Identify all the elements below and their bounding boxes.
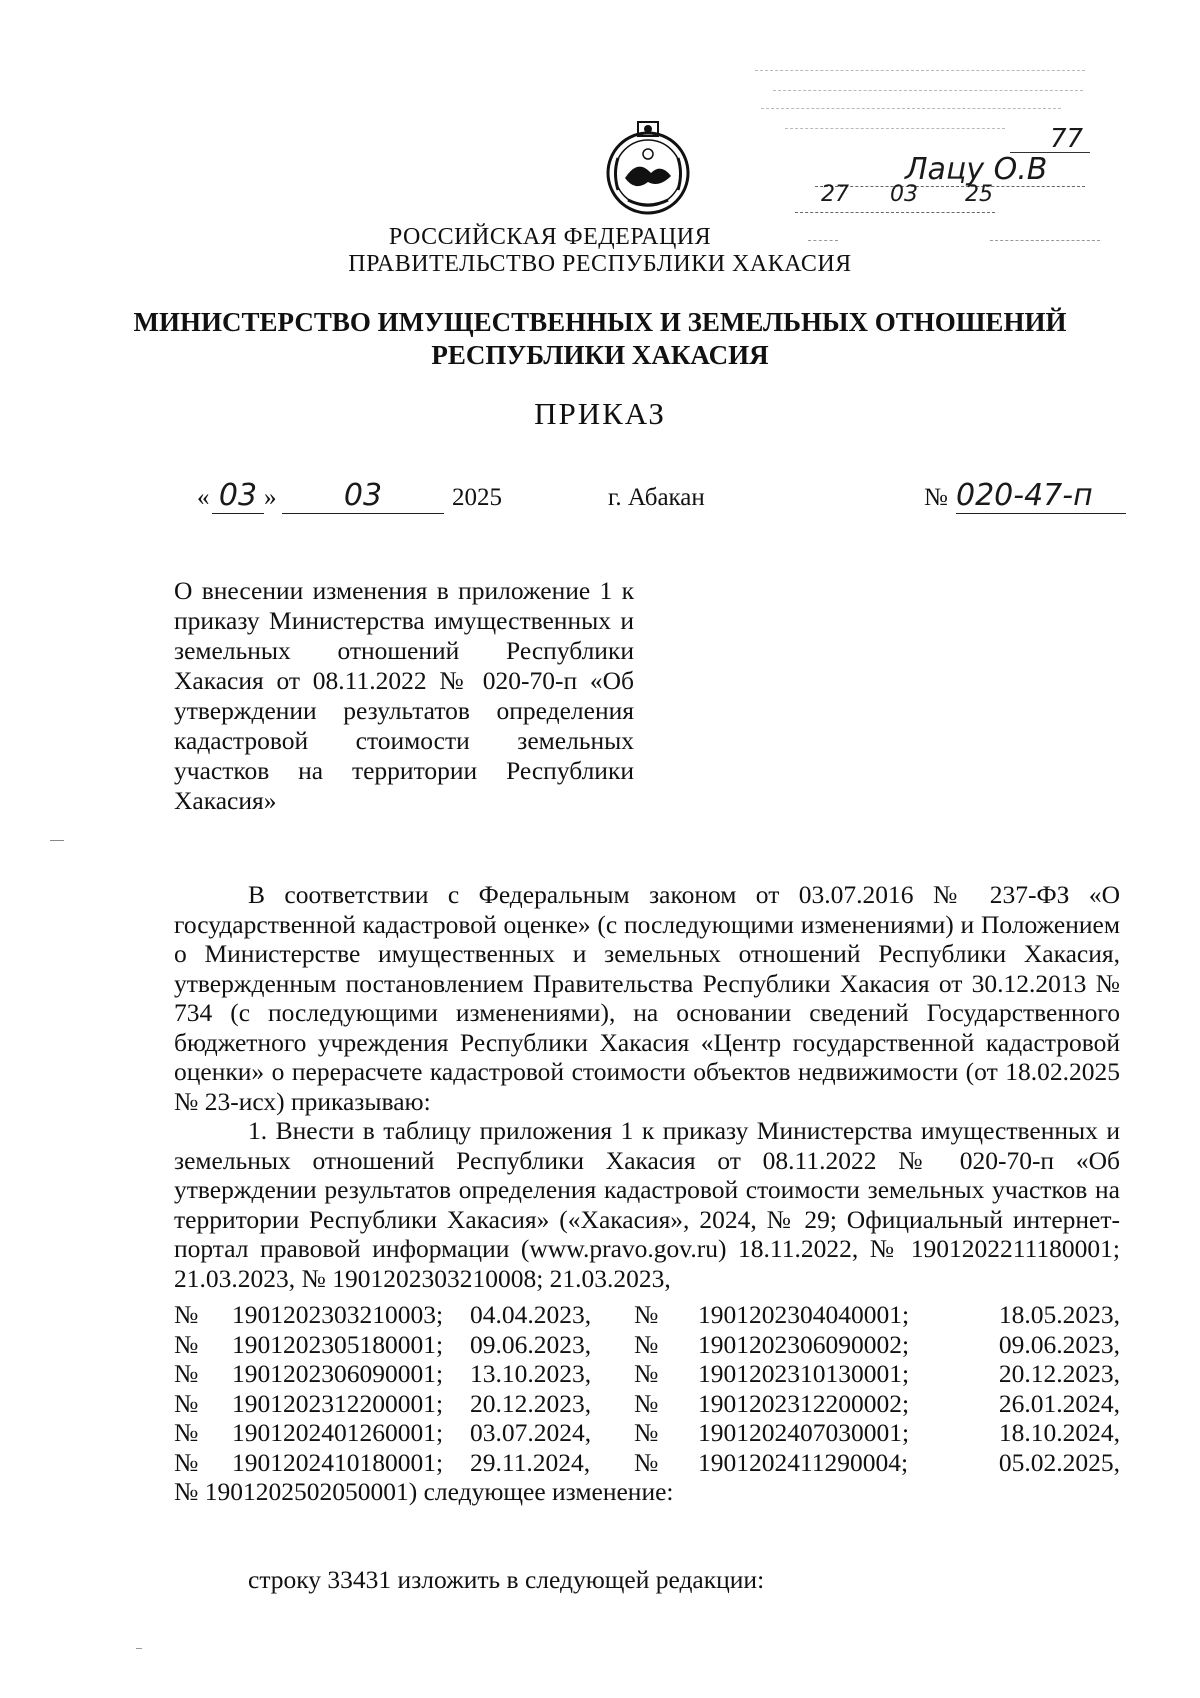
date-year: 2025: [452, 484, 502, 511]
registration-cell: 09.06.2023,: [470, 1329, 592, 1359]
header-russian-federation: РОССИЙСКАЯ ФЕДЕРАЦИЯ: [388, 224, 712, 250]
margin-mark: [50, 840, 64, 841]
registration-cell: №: [634, 1447, 659, 1477]
registration-cell: 04.04.2023,: [470, 1300, 592, 1329]
date-month-field: [282, 478, 444, 514]
stamp-date-underline: [795, 212, 995, 213]
registration-cell: 29.11.2024,: [470, 1447, 591, 1477]
registration-cell: №: [174, 1329, 199, 1359]
registration-row: [174, 1389, 1120, 1419]
document-type-title: ПРИКАЗ: [534, 396, 666, 431]
item-1-paragraph: 1. Внести в таблицу приложения 1 к приказу Министерства имущественных и земельных отношений Республики Хакасия от 08.11.2022 № 020-70-п «Об утверждении результатов определения кадастровой стоимости земельных участков на территории Республики Хакасия» («Хакасия», 2024, № 29; Официальный интернет-портал правовой информации (www.pravo.gov.ru) 18.11.2022, № 1901202211180001; 21.03.2023, № 1901202303210008; 21.03.2023,: [174, 1116, 1120, 1293]
registration-cell: 1901202411290004;: [698, 1447, 909, 1477]
order-number-field: [956, 478, 1126, 514]
stamp-date-month: 03: [890, 182, 918, 207]
date-day-field: [212, 478, 264, 514]
registration-cell: 05.02.2025,: [998, 1447, 1120, 1477]
stamp-date-day: 27: [821, 182, 849, 207]
registration-row: [174, 1330, 1120, 1360]
registration-cell: №: [174, 1300, 199, 1329]
registration-cell: №: [174, 1359, 199, 1388]
date-day: 03: [212, 478, 264, 514]
registration-cell: 13.10.2023,: [470, 1359, 592, 1388]
stamp-signature-underline: [815, 186, 1085, 187]
preamble-paragraph: В соответствии с Федеральным законом от 03.07.2016 № 237-ФЗ «О государственной кадастровой оценке» (с последующими изменениями) и Положением о Министерстве имущественных и земельных отношений Республики Хакасия, утвержденным постановлением Правительства Республики Хакасия от 30.12.2013 № 734 (с последующими изменениями), на основании сведений Государственного бюджетного учреждения Республики Хакасия «Центр государственной кадастровой оценки» о перерасчете кадастровой стоимости объектов недвижимости (от 18.02.2025 № 23-исх) приказываю:: [174, 880, 1120, 1116]
stamp-number: 77: [1050, 124, 1084, 154]
ministry-name-line1: МИНИСТЕРСТВО ИМУЩЕСТВЕННЫХ И ЗЕМЕЛЬНЫХ ОТНОШЕНИЙ: [133, 307, 1067, 337]
row-amendment-line: строку 33431 изложить в следующей редакции:: [248, 1565, 765, 1594]
order-number: 020-47-п: [956, 478, 1126, 514]
stamp-date-year: 25: [965, 182, 993, 207]
registration-cell: 20.12.2023,: [470, 1388, 592, 1418]
registration-cell: 1901202305180001;: [232, 1329, 444, 1359]
header-government: ПРАВИТЕЛЬСТВО РЕСПУБЛИКИ ХАКАСИЯ: [348, 251, 852, 277]
registration-cell: №: [174, 1447, 199, 1477]
registration-cell: 1901202306090001;: [232, 1359, 444, 1388]
registration-cell: 09.06.2023,: [998, 1329, 1120, 1359]
header-dashed-rule: [808, 240, 838, 241]
registration-cell: №: [634, 1388, 659, 1418]
registration-cell: №: [634, 1300, 659, 1329]
margin-mark-bottom: [136, 1648, 142, 1649]
registration-cell: 1901202303210003;: [232, 1300, 444, 1329]
header-dashed-rule-right: [990, 240, 1100, 241]
registration-list: [174, 1300, 1120, 1477]
registration-row: [174, 1300, 1120, 1330]
registration-cell: №: [634, 1329, 659, 1359]
order-subject: О внесении изменения в приложение 1 к приказу Министерства имущественных и земельных отношений Республики Хакасия от 08.11.2022 № 020-70-п «Об утверждении результатов определения кадастровой стоимости земельных участков на территории Республики Хакасия»: [174, 576, 634, 815]
registration-cell: 26.01.2024,: [998, 1388, 1120, 1418]
registration-cell: 1901202304040001;: [698, 1300, 910, 1329]
registration-row: [174, 1448, 1120, 1478]
number-sign: №: [924, 484, 948, 511]
registration-stamp: [755, 62, 1095, 242]
order-body: [174, 880, 1120, 1293]
registration-cell: №: [174, 1418, 199, 1447]
registration-cell: 1901202401260001;: [232, 1418, 444, 1447]
coat-of-arms-emblem: [603, 118, 693, 218]
registration-cell: №: [174, 1388, 199, 1418]
registration-cell: 20.12.2023,: [998, 1359, 1120, 1388]
registration-cell: №: [634, 1418, 659, 1447]
date-close-quote: »: [264, 484, 277, 511]
registration-cell: 1901202312200002;: [698, 1388, 910, 1418]
date-open-quote: «: [197, 484, 210, 511]
registration-row: [174, 1359, 1120, 1389]
item-1-paragraph-end: № 1901202502050001) следующее изменение:: [174, 1477, 674, 1506]
registration-cell: 1901202310130001;: [698, 1359, 910, 1388]
stamp-signature: Лацу О.В: [905, 152, 1048, 187]
registration-cell: 18.10.2024,: [998, 1418, 1120, 1447]
date-month: 03: [282, 478, 444, 514]
registration-cell: №: [634, 1359, 659, 1388]
registration-cell: 03.07.2024,: [470, 1418, 592, 1447]
registration-cell: 18.05.2023,: [998, 1300, 1120, 1329]
ministry-name-line2: РЕСПУБЛИКИ ХАКАСИЯ: [431, 340, 769, 370]
registration-row: [174, 1418, 1120, 1448]
registration-cell: 1901202306090002;: [698, 1329, 910, 1359]
registration-cell: 1901202407030001;: [698, 1418, 910, 1447]
city: г. Абакан: [608, 484, 705, 511]
registration-cell: 1901202312200001;: [232, 1388, 444, 1418]
registration-cell: 1901202410180001;: [232, 1447, 444, 1477]
